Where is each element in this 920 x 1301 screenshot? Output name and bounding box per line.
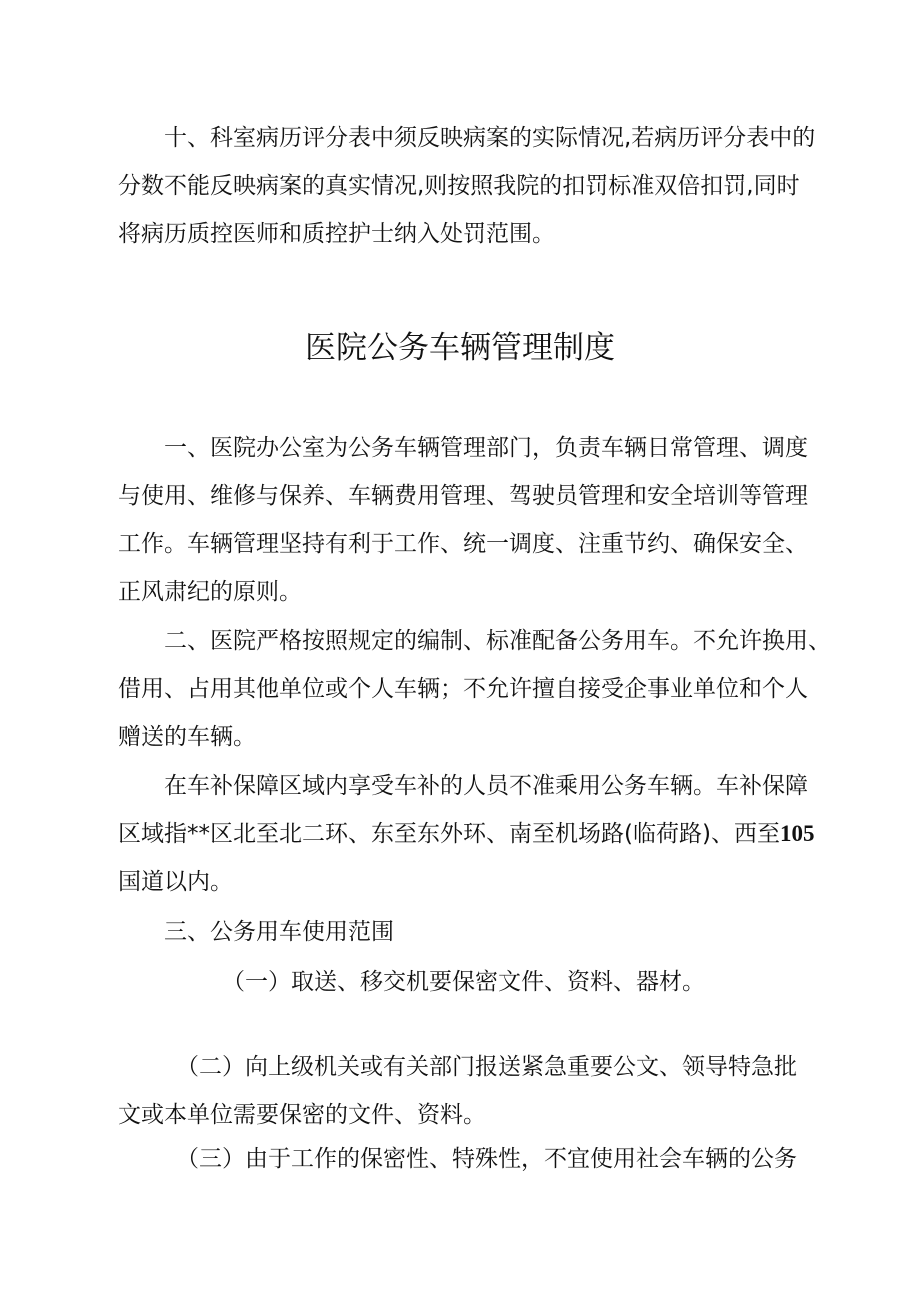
section-three-heading-text: 三、公务用车使用范围	[164, 919, 394, 945]
item-two-line-2: 文或本单位需要保密的文件、资料。	[118, 1102, 486, 1128]
route-number: 105	[779, 821, 815, 846]
item-one-text: （一）取送、移交机要保密文件、资料、器材。	[222, 969, 705, 995]
paragraph-three-line-1: 在车补保障区域内享受车补的人员不准乘用公务车辆。车补保障	[164, 773, 808, 799]
paragraph-three-line-2	[118, 810, 818, 858]
paragraph-three-line-3: 国道以内。	[118, 869, 233, 895]
item-three	[118, 1135, 818, 1183]
paragraph-one-line-4: 正风肃纪的原则。	[118, 579, 302, 605]
document-title: 医院公务车辆管理制度	[305, 330, 615, 366]
item-two	[118, 1043, 818, 1139]
paragraph-one-line-1: 一、医院办公室为公务车辆管理部门，负责车辆日常管理、调度	[164, 435, 808, 461]
item-ten-line-3: 将病历质控医师和质控护士纳入处罚范围。	[118, 221, 555, 247]
item-three-line-1: （三）由于工作的保密性、特殊性，不宜使用社会车辆的公务	[176, 1146, 797, 1172]
paragraph-two-line-3: 赠送的车辆。	[118, 724, 256, 750]
item-ten-paragraph	[118, 114, 818, 258]
paragraph-two	[118, 617, 831, 761]
section-three-heading	[118, 908, 818, 956]
item-ten-line-1: 十、科室病历评分表中须反映病案的实际情况,若病历评分表中的	[164, 125, 816, 151]
item-two-line-1: （二）向上级机关或有关部门报送紧急重要公文、领导特急批	[176, 1054, 797, 1080]
paragraph-one-line-2: 与使用、维修与保养、车辆费用管理、驾驶员管理和安全培训等管理	[118, 483, 808, 509]
item-ten-line-2: 分数不能反映病案的真实情况,则按照我院的扣罚标准双倍扣罚,同时	[118, 173, 800, 199]
paragraph-two-line-2: 借用、占用其他单位或个人车辆；不允许擅自接受企事业单位和个人	[118, 676, 808, 702]
paragraph-two-line-1: 二、医院严格按照规定的编制、标准配备公务用车。不允许换用、	[164, 628, 831, 654]
paragraph-three	[118, 762, 818, 906]
item-one	[118, 958, 818, 1006]
paragraph-three-line-2-text: 区域指**区北至北二环、东至东外环、南至机场路(临荷路)、西至	[118, 821, 780, 847]
paragraph-one-line-3: 工作。车辆管理坚持有利于工作、统一调度、注重节约、确保安全、	[118, 531, 808, 557]
paragraph-one	[118, 424, 818, 616]
